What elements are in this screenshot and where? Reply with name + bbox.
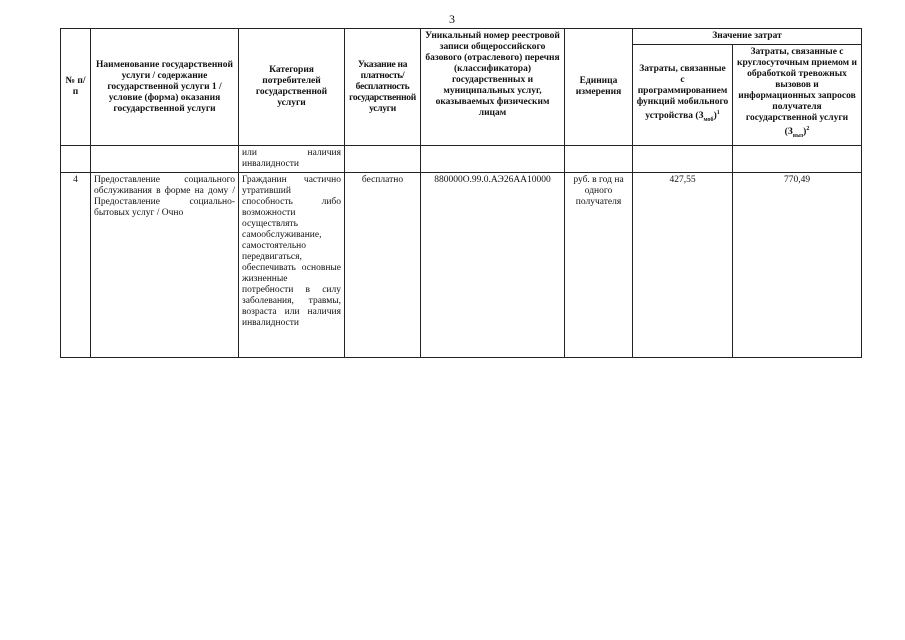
header-cost-mobile-sup: 1 bbox=[716, 109, 720, 116]
cost-table bbox=[60, 28, 862, 358]
row-payment: бесплатно bbox=[345, 173, 421, 358]
row-cost-calls: 770,49 bbox=[733, 173, 862, 358]
header-cost-group: Значение затрат bbox=[633, 29, 862, 45]
header-cost-mobile bbox=[633, 45, 733, 146]
row-unit: руб. в год на одного получателя bbox=[565, 173, 633, 358]
row-service-name: Предоставление социального обслуживания в форме на дому / Предоставление социально-бытовых услуг / Очно bbox=[91, 173, 239, 358]
row-num: 4 bbox=[61, 173, 91, 358]
header-registry-number: Уникальный номер реестровой записи общероссийского базового (отраслевого) перечня (классификатора) государственных и муниципальных услуг, оказываемых физическим лицам bbox=[421, 29, 565, 146]
header-cost-calls-sub: выз bbox=[792, 133, 804, 140]
cont-category-cell: или наличия инвалидности bbox=[239, 146, 345, 173]
header-cost-calls-sup: 2 bbox=[806, 126, 810, 132]
header-row-1 bbox=[61, 29, 862, 45]
header-cost-calls-close: ) bbox=[803, 127, 807, 138]
header-cost-mobile-text: Затраты, связанные с программированием функций мобильного устройства (З bbox=[636, 63, 729, 122]
cont-unit-cell bbox=[565, 146, 633, 173]
header-service-name: Наименование государственной услуги / содержание государственной услуги 1 / условие (форма) оказания государственной услуги bbox=[91, 29, 239, 146]
header-cost-mobile-close: ) bbox=[713, 111, 717, 122]
header-category: Категория потребителей государственной услуги bbox=[239, 29, 345, 146]
header-payment: Указание на платность/ бесплатность государственной услуги bbox=[345, 29, 421, 146]
header-unit: Единица измерения bbox=[565, 29, 633, 146]
header-cost-mobile-sub: моб bbox=[703, 117, 714, 124]
cont-cost1-cell bbox=[633, 146, 733, 173]
cont-num-cell bbox=[61, 146, 91, 173]
table-row bbox=[61, 173, 862, 358]
header-cost-calls-text: Затраты, связанные с круглосуточным приемом и обработкой тревожных вызовов и информационных запросов получателя государственной услуги (З bbox=[737, 47, 857, 138]
cont-name-cell bbox=[91, 146, 239, 173]
row-category: Гражданин частично утративший способность либо возможности осуществлять самообслуживание, самостоятельно передвигаться, обеспечивать основные жизненные потребности в силу заболевания, травмы, возраста или наличия инвалидности bbox=[239, 173, 345, 358]
page-number: 3 bbox=[449, 12, 455, 26]
continuation-row bbox=[61, 146, 862, 173]
row-registry-number: 880000О.99.0.АЭ26АА10000 bbox=[421, 173, 565, 358]
header-num: № п/п bbox=[61, 29, 91, 146]
row-cost-mobile: 427,55 bbox=[633, 173, 733, 358]
cont-cost2-cell bbox=[733, 146, 862, 173]
cont-pay-cell bbox=[345, 146, 421, 173]
header-cost-calls bbox=[733, 45, 862, 146]
cont-registry-cell bbox=[421, 146, 565, 173]
